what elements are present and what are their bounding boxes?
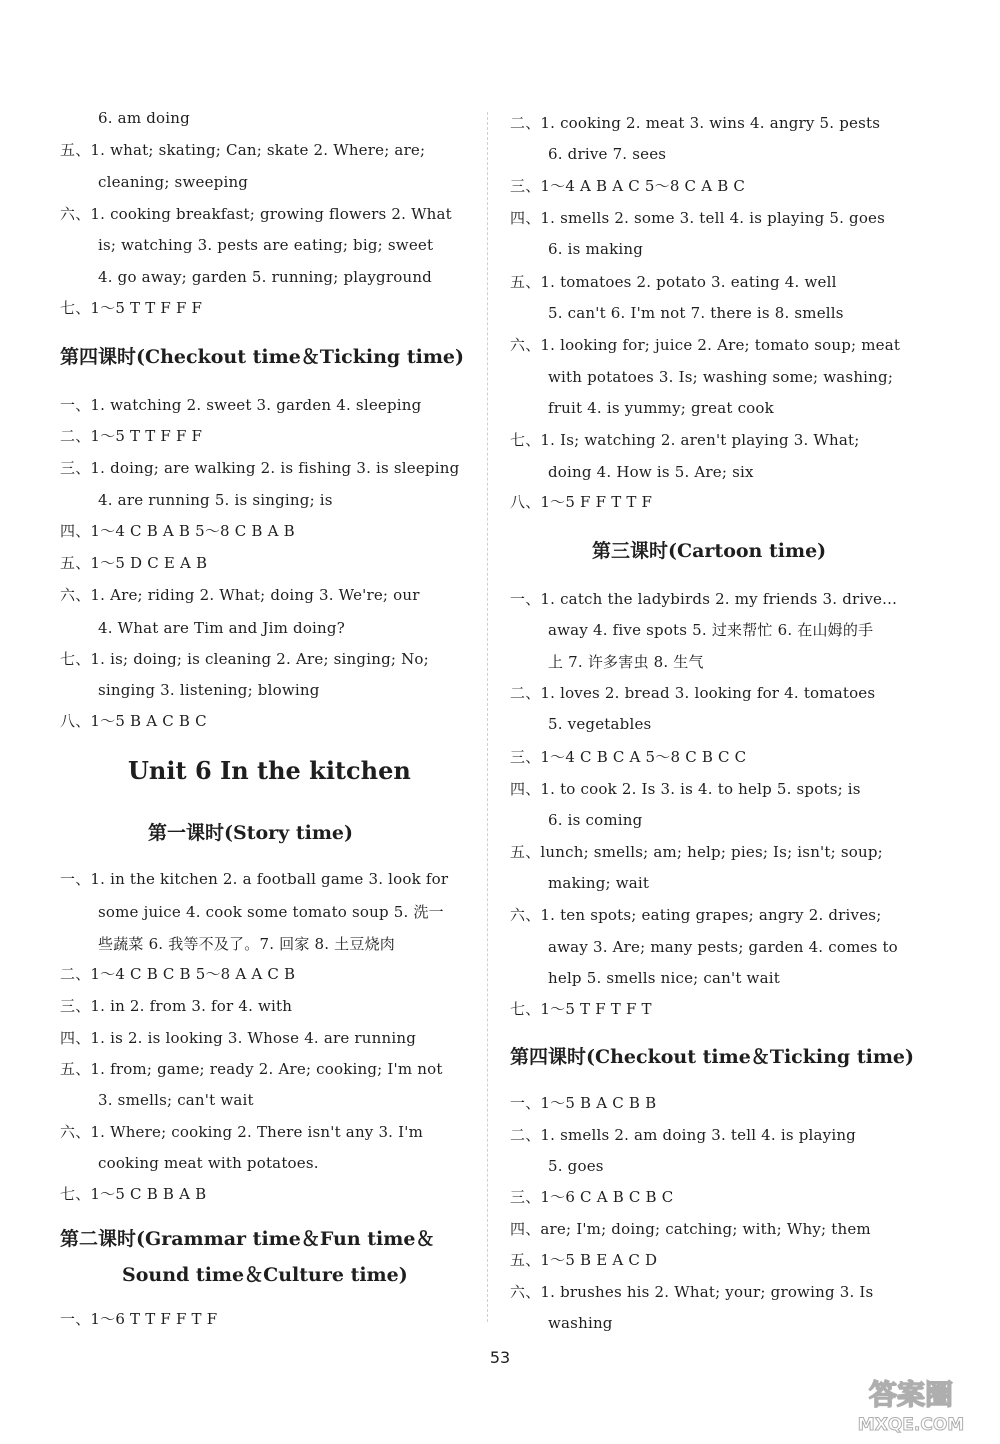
unit-title: Unit 6 In the kitchen xyxy=(128,756,411,785)
answer-line: 八、1～5 B A C B C xyxy=(60,712,207,730)
answer-line: 八、1～5 F F T T F xyxy=(510,493,653,511)
section-heading: Sound time＆Culture time) xyxy=(122,1264,408,1286)
answer-line: 4. What are Tim and Jim doing? xyxy=(98,619,345,637)
answer-line: washing xyxy=(548,1314,613,1332)
answer-line: 二、1. smells 2. am doing 3. tell 4. is playing xyxy=(510,1126,856,1144)
answer-line: 一、1. in the kitchen 2. a football game 3. look for xyxy=(60,870,449,888)
answer-line: cleaning; sweeping xyxy=(98,173,249,191)
answer-line: 5. vegetables xyxy=(548,715,652,733)
answer-line: 六、1. cooking breakfast; growing flowers 2. What xyxy=(60,205,452,223)
answer-line: 四、1. smells 2. some 3. tell 4. is playing 5. goes xyxy=(510,209,886,227)
answer-line: 6. am doing xyxy=(98,109,190,127)
column-divider xyxy=(487,112,488,1322)
answer-line: 二、1～5 T T F F F xyxy=(60,427,203,445)
answer-line: 七、1. Is; watching 2. aren't playing 3. What; xyxy=(510,431,860,449)
answer-line: 5. goes xyxy=(548,1157,604,1175)
answer-line: 三、1～6 C A B C B C xyxy=(510,1188,674,1206)
answer-line: with potatoes 3. Is; washing some; washing; xyxy=(548,368,894,386)
answer-line: away 4. five spots 5. 过来帮忙 6. 在山姆的手 xyxy=(548,621,874,639)
answer-line: 五、1. tomatoes 2. potato 3. eating 4. well xyxy=(510,273,837,291)
answer-line: away 3. Are; many pests; garden 4. comes to xyxy=(548,938,898,956)
answer-line: 一、1. watching 2. sweet 3. garden 4. sleeping xyxy=(60,396,422,414)
watermark-text: 答案圈 xyxy=(868,1378,954,1411)
answer-line: 二、1. loves 2. bread 3. looking for 4. tomatoes xyxy=(510,684,876,702)
answer-line: 一、1～6 T T F F T F xyxy=(60,1310,218,1328)
answer-line: some juice 4. cook some tomato soup 5. 洗一 xyxy=(98,903,444,921)
answer-line: 5. can't 6. I'm not 7. there is 8. smells xyxy=(548,304,844,322)
watermark-url: MXQE.COM xyxy=(857,1415,965,1435)
answer-line: 五、1～5 B E A C D xyxy=(510,1251,658,1269)
section-heading: 第四课时(Checkout time＆Ticking time) xyxy=(510,1046,915,1068)
answer-line: 四、1. is 2. is looking 3. Whose 4. are running xyxy=(60,1029,417,1047)
answer-line: 三、1～4 C B C A 5～8 C B C C xyxy=(510,748,747,766)
section-heading: 第一课时(Story time) xyxy=(148,822,354,844)
answer-line: 六、1. Are; riding 2. What; doing 3. We're; our xyxy=(60,586,420,604)
answer-line: 一、1. catch the ladybirds 2. my friends 3. drive... xyxy=(510,590,898,608)
answer-line: is; watching 3. pests are eating; big; sweet xyxy=(98,236,434,254)
answer-line: 四、1～4 C B A B 5～8 C B A B xyxy=(60,522,295,540)
answer-line: making; wait xyxy=(548,874,650,892)
answer-line: doing 4. How is 5. Are; six xyxy=(548,463,754,481)
answer-line: 上 7. 许多害虫 8. 生气 xyxy=(548,653,704,671)
answer-line: cooking meat with potatoes. xyxy=(98,1154,319,1172)
answer-line: 二、1～4 C B C B 5～8 A A C B xyxy=(60,965,296,983)
answer-line: 五、lunch; smells; am; help; pies; Is; isn't; soup; xyxy=(510,843,883,861)
answer-line: 五、1. what; skating; Can; skate 2. Where; are; xyxy=(60,141,426,159)
answer-line: 4. are running 5. is singing; is xyxy=(98,491,333,509)
answer-line: 6. is making xyxy=(548,240,644,258)
answer-line: 五、1～5 D C E A B xyxy=(60,554,208,572)
section-heading: 第二课时(Grammar time＆Fun time＆ xyxy=(60,1228,435,1250)
answer-line: singing 3. listening; blowing xyxy=(98,681,320,699)
answer-line: help 5. smells nice; can't wait xyxy=(548,969,780,987)
answer-line: 6. is coming xyxy=(548,811,643,829)
answer-line: 五、1. from; game; ready 2. Are; cooking; I'm not xyxy=(60,1060,443,1078)
watermark-logo xyxy=(836,1370,986,1436)
section-heading: 第四课时(Checkout time＆Ticking time) xyxy=(60,346,465,368)
answer-line: 一、1～5 B A C B B xyxy=(510,1094,657,1112)
answer-line: 二、1. cooking 2. meat 3. wins 4. angry 5. pests xyxy=(510,114,881,132)
answer-line: 四、1. to cook 2. Is 3. is 4. to help 5. spots; is xyxy=(510,780,861,798)
answer-line: 七、1～5 C B B A B xyxy=(60,1185,207,1203)
answer-line: 些蔬菜 6. 我等不及了。7. 回家 8. 土豆烧肉 xyxy=(98,935,395,953)
answer-line: 四、are; I'm; doing; catching; with; Why; them xyxy=(510,1220,871,1238)
answer-line: 七、1. is; doing; is cleaning 2. Are; singing; No; xyxy=(60,650,429,668)
answer-line: 6. drive 7. sees xyxy=(548,145,667,163)
answer-line: 三、1～4 A B A C 5～8 C A B C xyxy=(510,177,746,195)
answer-line: 六、1. brushes his 2. What; your; growing 3. Is xyxy=(510,1283,874,1301)
answer-line: 4. go away; garden 5. running; playground xyxy=(98,268,432,286)
section-heading: 第三课时(Cartoon time) xyxy=(592,540,827,562)
answer-line: 六、1. ten spots; eating grapes; angry 2. drives; xyxy=(510,906,882,924)
answer-line: fruit 4. is yummy; great cook xyxy=(548,399,774,417)
answer-line: 六、1. Where; cooking 2. There isn't any 3. I'm xyxy=(60,1123,423,1141)
answer-line: 三、1. doing; are walking 2. is fishing 3. is sleeping xyxy=(60,459,460,477)
page-number: 53 xyxy=(489,1348,511,1367)
answer-line: 三、1. in 2. from 3. for 4. with xyxy=(60,997,293,1015)
answer-line: 七、1～5 T F T F T xyxy=(510,1000,652,1018)
answer-line: 3. smells; can't wait xyxy=(98,1091,254,1109)
answer-line: 七、1～5 T T F F F xyxy=(60,299,203,317)
answer-line: 六、1. looking for; juice 2. Are; tomato soup; meat xyxy=(510,336,901,354)
